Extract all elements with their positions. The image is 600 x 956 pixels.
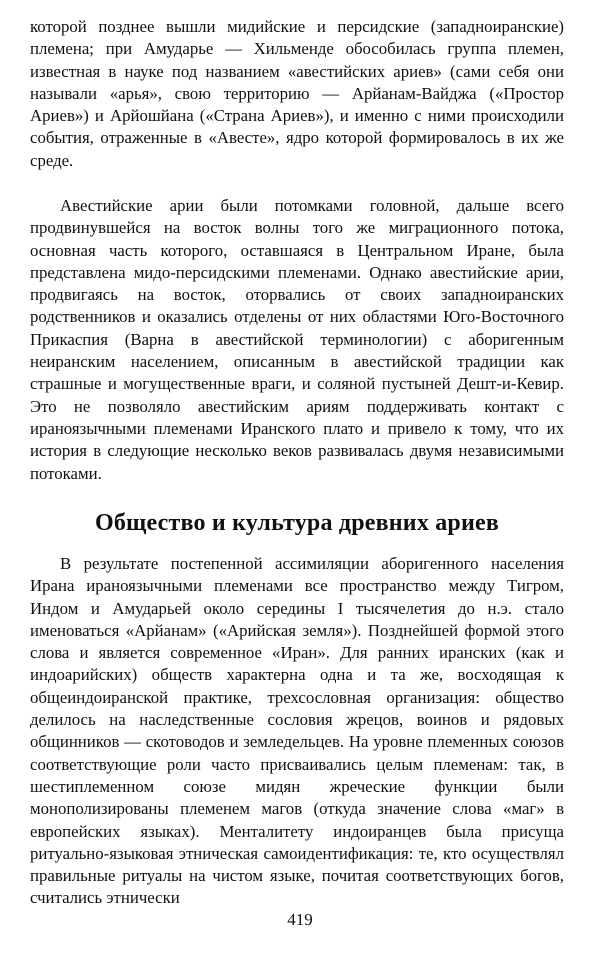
paragraph-society-culture: В результате постепенной ассимиляции аборигенного населения Ирана ираноязычными племенами все пространство между Тигром, Индом и Амударьей около середины I тысячелетия до н.э. стало именоваться «Арйанам» («Арийская земля»). Позднейшей формой этого слова и является современное «Иран». Для ранних иранских (как и индоарийских) обществ характерна одна и та же, восходящая к общеиндоиранской практике, трехсословная организация: общество делилось на наследственные сословия жрецов, воинов и рядовых общинников — скотоводов и земледельцев. На уровне племенных союзов соответствующие роли часто присваивались целым племенам: так, в шестиплеменном союзе мидян жреческие функции были монополизированы племенем магов (откуда значение слова «маг» в европейских языках). Менталитету индоиранцев была присуща ритуально-языковая этническая самоидентификация: те, кто осуществлял правильные ритуалы на чистом языке, почитая соответствующих богов, считались этнически (30, 554, 564, 908)
page-number: 419 (287, 910, 313, 929)
paragraph-avestan-aryans-migration: Авестийские арии были потомками головной, дальше всего продвинувшейся на восток волны того же миграционного потока, основная часть которого, оставшаяся в Центральном Иране, была представлена мидо-персидскими племенами. Однако авестийские арии, продвигаясь на восток, оторвались от своих западноиранских родственников и оказались отделены от них областями Юго-Восточного Прикаспия (Варна в авестийской терминологии) с аборигенным неиранским населением, описанным в авестийской традиции как страшные и могущественные враги, и соляной пустыней Дешт-и-Кевир. Это не позволяло авестийским ариям поддерживать контакт с ираноязычными племенами Иранского плато и привело к тому, что их история в следующие несколько веков развивалась двумя независимыми потоками. (30, 196, 564, 483)
section-heading: Общество и культура древних ариев (94, 510, 500, 536)
paragraph-avestan-aryans-origin: которой позднее вышли мидийские и персидские (западноиранские) племена; при Амударье — Хильменде обособилась группа племен, известная в науке под названием «авестийских ариев» (сами себя они называли «арья», свою территорию — Арйанам-Вайджа («Простор Ариев») и Арйошйана («Страна Ариев»), и именно с ними происходили события, отраженные в «Авесте», ядро которой формировалось в их же среде. (30, 17, 564, 170)
